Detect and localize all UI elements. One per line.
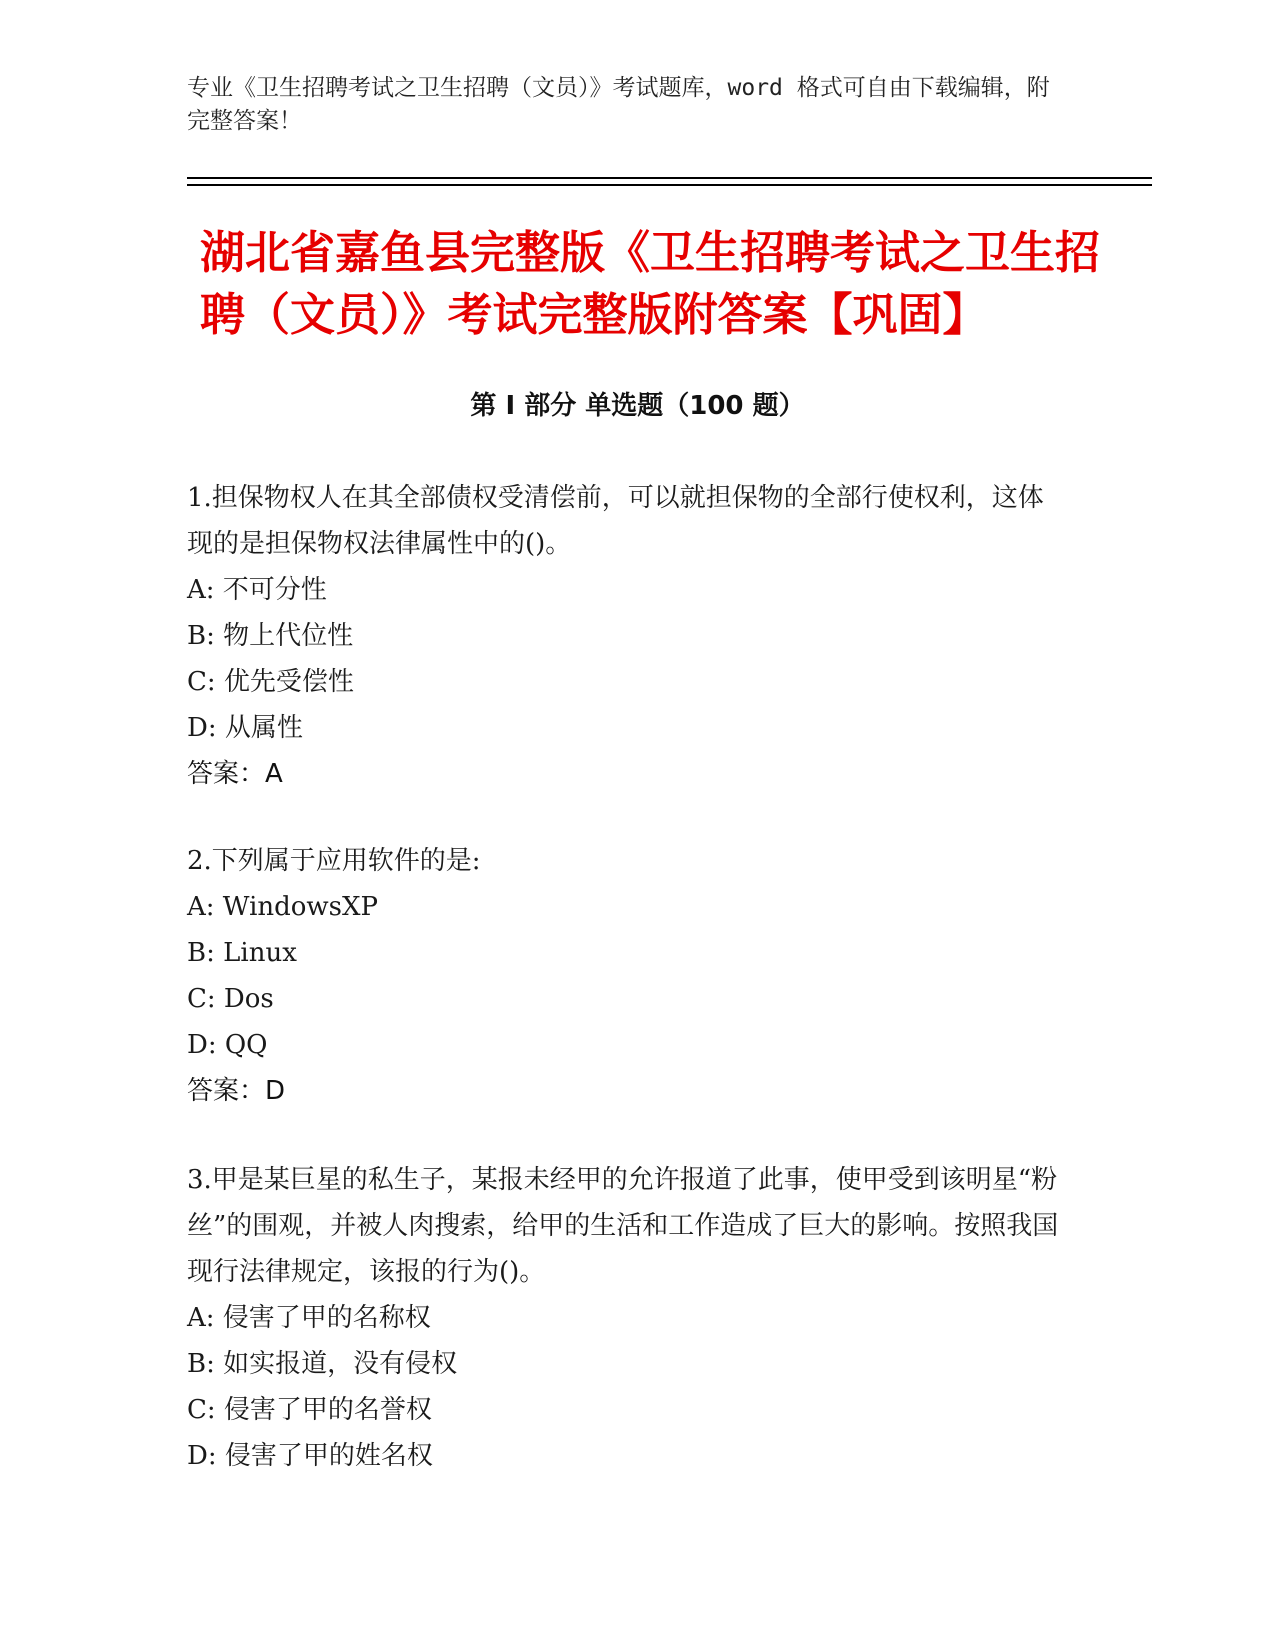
question-3 — [187, 1157, 1067, 1479]
option-c: C: 侵害了甲的名誉权 — [187, 1395, 432, 1425]
option-b: B: Linux — [187, 938, 297, 968]
option-a: A: 侵害了甲的名称权 — [187, 1303, 431, 1333]
option-b: B: 如实报道，没有侵权 — [187, 1349, 458, 1379]
option-d: D: QQ — [187, 1030, 268, 1060]
header-divider-bottom — [187, 184, 1152, 186]
question-1 — [187, 475, 1067, 797]
question-stem: 1.担保物权人在其全部债权受清偿前，可以就担保物的全部行使权利，这体现的是担保物权法律属性中的()。 — [187, 483, 1044, 559]
header-divider-top — [187, 177, 1152, 179]
question-stem: 3.甲是某巨星的私生子，某报未经甲的允许报道了此事，使甲受到该明星“粉丝”的围观，并被人肉搜索，给甲的生活和工作造成了巨大的影响。按照我国现行法律规定，该报的行为()。 — [187, 1165, 1059, 1287]
option-d: D: 从属性 — [187, 713, 303, 743]
option-d: D: 侵害了甲的姓名权 — [187, 1441, 433, 1471]
answer: 答案：D — [187, 1076, 286, 1106]
option-c: C: 优先受偿性 — [187, 667, 354, 697]
document-title: 湖北省嘉鱼县完整版《卫生招聘考试之卫生招聘（文员）》考试完整版附答案【巩固】 — [200, 226, 1101, 341]
option-b: B: 物上代位性 — [187, 621, 354, 651]
option-c: C: Dos — [187, 984, 274, 1014]
answer: 答案：A — [187, 759, 283, 789]
option-a: A: WindowsXP — [187, 892, 379, 922]
option-a: A: 不可分性 — [187, 575, 327, 605]
section-heading: 第 I 部分 单选题（100 题） — [470, 391, 805, 421]
header-note: 专业《卫生招聘考试之卫生招聘（文员）》考试题库，word 格式可自由下载编辑，附完整答案！ — [187, 75, 1050, 134]
question-2 — [187, 838, 1067, 1114]
question-stem: 2.下列属于应用软件的是: — [187, 846, 481, 876]
